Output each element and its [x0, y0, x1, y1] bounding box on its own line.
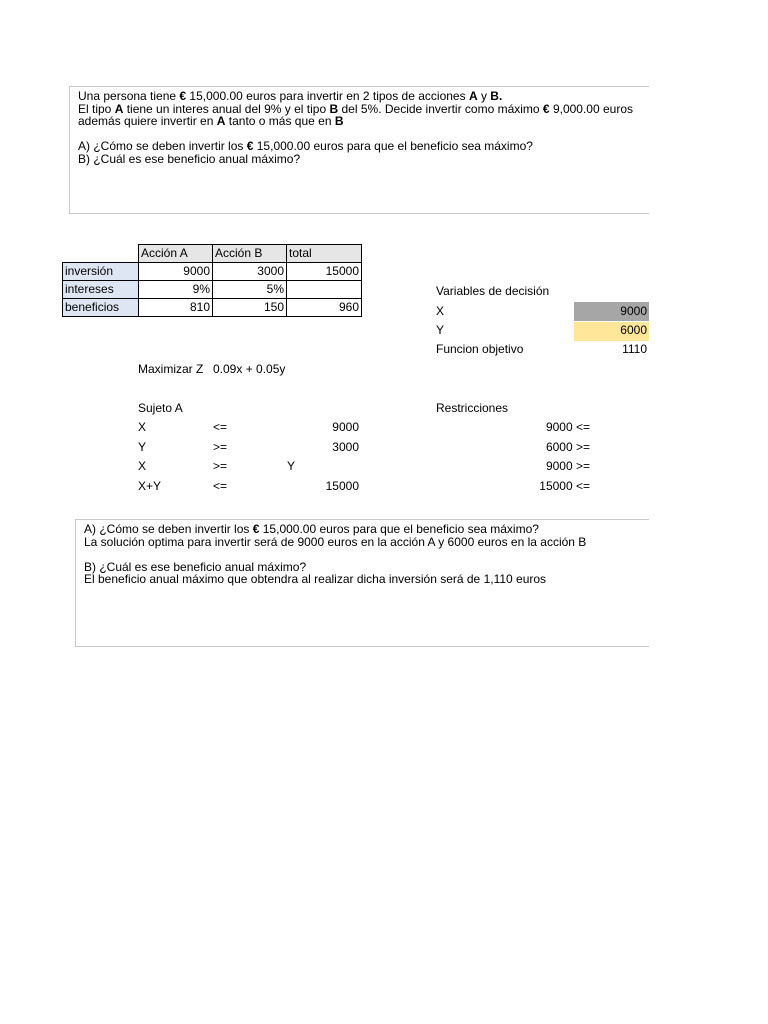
- restriction-3[interactable]: 9000 >=: [545, 459, 590, 473]
- y-variable-value[interactable]: 6000: [620, 323, 647, 337]
- header-accion-a[interactable]: Acción A: [139, 245, 213, 263]
- constraint-1-rhs: 9000: [332, 420, 359, 434]
- subject-to-label: Sujeto A: [138, 401, 183, 415]
- objective-label: Maximizar Z: [138, 362, 204, 376]
- constraint-2-op: >=: [213, 440, 228, 454]
- constraint-1-op: <=: [213, 420, 228, 434]
- constraint-4-rhs: 15000: [325, 479, 359, 493]
- x-variable-value[interactable]: 9000: [620, 304, 647, 318]
- problem-question-a: A) ¿Cómo se deben invertir los € 15,000.00 euros para que el beneficio sea máximo?: [78, 139, 533, 153]
- objective-expression: 0.09x + 0.05y: [213, 362, 286, 376]
- answer-question-b: B) ¿Cuál es ese beneficio anual máximo?: [84, 559, 307, 574]
- cell-beneficios-a[interactable]: 810: [139, 299, 213, 317]
- cell-inversion-a[interactable]: 9000: [139, 263, 213, 281]
- cell-beneficios-total[interactable]: 960: [287, 299, 362, 317]
- answer-textbox: [75, 519, 649, 647]
- constraint-2-rhs: 3000: [332, 440, 359, 454]
- header-accion-b[interactable]: Acción B: [213, 245, 287, 263]
- problem-line-3: además quiere invertir en A tanto o más que en B: [78, 114, 344, 128]
- answer-b: El beneficio anual máximo que obtendra al realizar dicha inversión será de 1,110 euros: [84, 572, 547, 586]
- table-row: [63, 299, 362, 317]
- cell-intereses-b[interactable]: 5%: [213, 281, 287, 299]
- cell-beneficios-b[interactable]: 150: [213, 299, 287, 317]
- restriction-4[interactable]: 15000 <=: [539, 479, 590, 493]
- cell-intereses-total[interactable]: [287, 281, 362, 299]
- problem-line-2: El tipo A tiene un interes anual del 9% y el tipo B del 5%. Decide invertir como máximo € 9,000.00 euros: [78, 101, 634, 116]
- constraint-3-lhs: X: [138, 459, 147, 473]
- header-total[interactable]: total: [287, 245, 362, 263]
- restrictions-title: Restricciones: [436, 401, 509, 415]
- x-variable-label: X: [436, 304, 445, 318]
- table-row: [63, 263, 362, 281]
- row-label-intereses[interactable]: intereses: [63, 281, 139, 299]
- restriction-1[interactable]: 9000 <=: [545, 420, 590, 434]
- restriction-2[interactable]: 6000 >=: [545, 440, 590, 454]
- constraint-1-lhs: X: [138, 420, 147, 434]
- constraint-3-op: >=: [213, 459, 228, 473]
- cell-intereses-a[interactable]: 9%: [139, 281, 213, 299]
- problem-textbox: [69, 86, 649, 214]
- investment-table: [62, 244, 362, 317]
- y-variable-label: Y: [436, 323, 445, 337]
- constraint-2-lhs: Y: [138, 440, 147, 454]
- table-row: [63, 281, 362, 299]
- decision-variables-title: Variables de decisión: [436, 284, 550, 298]
- constraint-4-lhs: X+Y: [138, 479, 162, 493]
- row-label-inversion[interactable]: inversión: [63, 263, 139, 281]
- constraint-4-op: <=: [213, 479, 228, 493]
- answer-a: La solución optima para invertir será de 9000 euros en la acción A y 6000 euros en la acción B: [84, 534, 587, 549]
- objective-function-label: Funcion objetivo: [436, 342, 524, 356]
- row-label-beneficios[interactable]: beneficios: [63, 299, 139, 317]
- answer-question-a: A) ¿Cómo se deben invertir los € 15,000.00 euros para que el beneficio sea máximo?: [84, 522, 539, 536]
- problem-question-b: B) ¿Cuál es ese beneficio anual máximo?: [78, 151, 301, 166]
- objective-function-value[interactable]: 1110: [622, 342, 647, 356]
- table-header-row: [63, 245, 362, 263]
- constraint-3-rhs-var: Y: [287, 459, 296, 473]
- cell-inversion-total[interactable]: 15000: [287, 263, 362, 281]
- problem-line-1: Una persona tiene € 15,000.00 euros para invertir en 2 tipos de acciones A y B.: [78, 89, 503, 103]
- cell-inversion-b[interactable]: 3000: [213, 263, 287, 281]
